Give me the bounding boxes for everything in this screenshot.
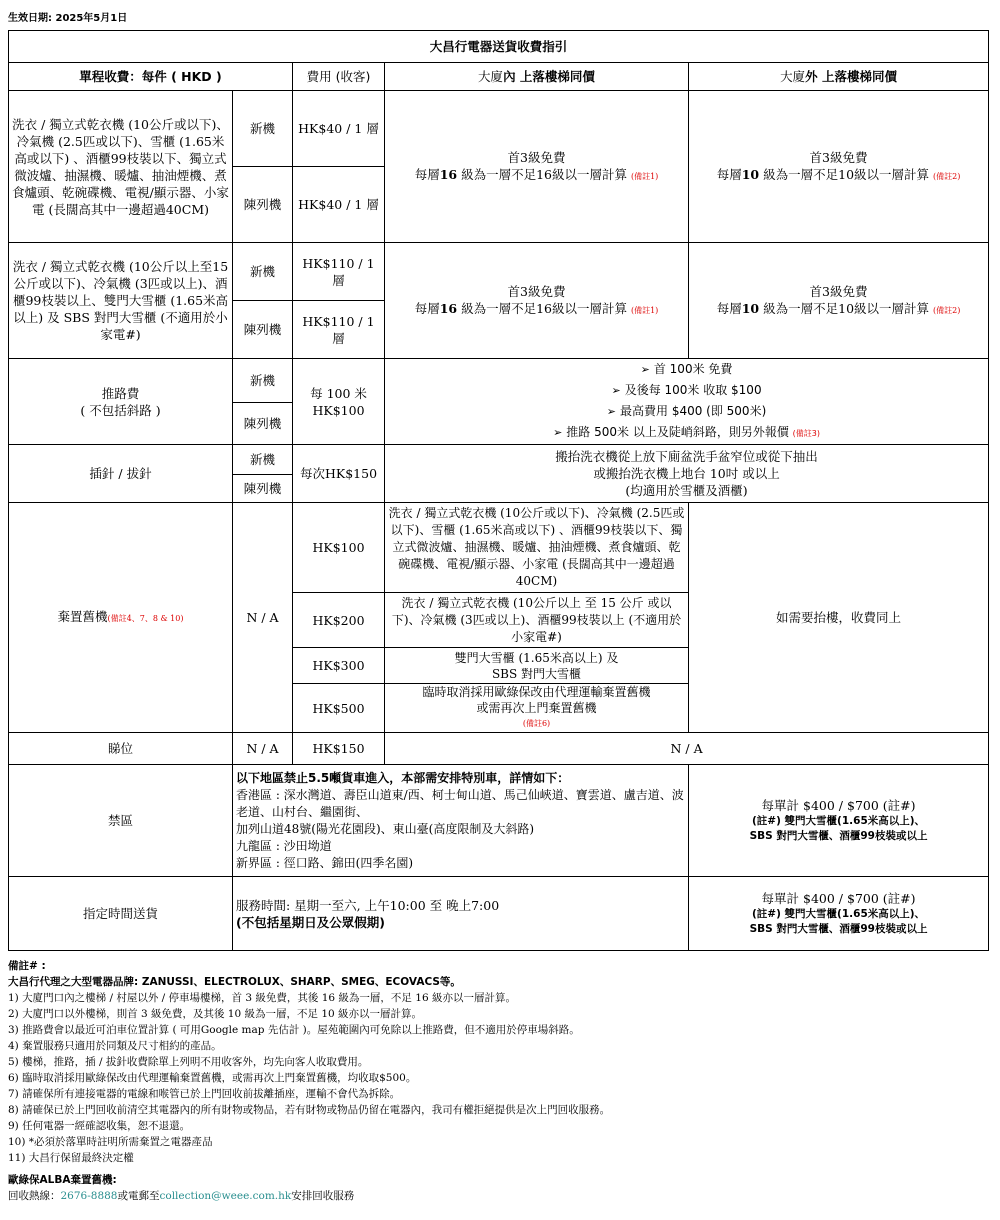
notes-brands: 大昌行代理之大型電器品牌: ZANUSSI、ELECTROLUX、SHARP、SMEG、ECOVACS等。 — [8, 976, 461, 988]
disposal-fee-4: HK$500 — [293, 684, 385, 733]
plug-label: 插針 / 拔針 — [9, 445, 233, 503]
disposal-label: 棄置舊機(備註4、7、8 & 10) — [9, 503, 233, 733]
arrow-bullet-icon: ➢ — [640, 363, 650, 376]
notes-heading: 備註# : — [8, 960, 46, 972]
push-rule-3: ➢ 最高費用 $400 (即 500米) — [606, 404, 767, 418]
push-rule-1: ➢ 首 100米 免費 — [640, 362, 733, 376]
effective-date: 生效日期: 2025年5月1日 — [8, 13, 128, 24]
group2-fee-new: HK$110 / 1 層 — [293, 243, 385, 301]
note-item: 3) 推路費會以最近可泊車位置計算 ( 可用Google map 先估計 )。屋苑範圍內可免除以上推路費，但不適用於停車場斜路。 — [8, 1024, 580, 1036]
push-rules — [385, 359, 989, 445]
arrow-bullet-icon: ➢ — [606, 405, 616, 418]
group1-description: 洗衣 / 獨立式乾衣機 (10公斤或以下)、冷氣機 (2.5匹或以下)、雪櫃 (1.65米高或以下) 、酒櫃99枝裝以下、獨立式微波爐、抽濕機、暖爐、抽油煙機、煮食爐頭、乾碗碟機、電視/顯示器、小家電 (長闊高其中一邊超過40CM) — [9, 91, 233, 243]
header-inside: 大廈內 上落樓梯同價 — [385, 63, 689, 91]
disposal-right: 如需要抬樓，收費同上 — [689, 503, 989, 733]
push-rule-4: ➢ 推路 500米 以上及陡峭斜路，則另外報價 (備註3) — [553, 425, 820, 439]
timed-label: 指定時間送貨 — [9, 877, 233, 951]
disposal-desc-1: 洗衣 / 獨立式乾衣機 (10公斤或以下)、冷氣機 (2.5匹或以下)、雪櫃 (1.65米高或以下) 、酒櫃99枝裝以下、獨立式微波爐、抽濕機、暖爐、抽油煙機、煮食爐頭、乾碗碟機、電視/顯示器、小家電 (長闊高其中一邊超過40CM) — [385, 503, 689, 593]
group1-outside: 首3級免費 每層10 級為一層不足10級以一層計算 (備註2) — [689, 91, 989, 243]
plug-desc: 搬抬洗衣機從上放下廁盆洗手盆窄位或從下抽出 或搬抬洗衣機上地台 10吋 或以上 (均適用於雪櫃及酒櫃) — [385, 445, 989, 503]
timed-right: 每單計 $400 / $700 (註#) (註#) 雙門大雪櫃(1.65米高以上)、 SBS 對門大雪櫃、酒櫃99枝裝或以上 — [689, 877, 989, 951]
note-item: 10) *必須於落單時註明所需棄置之電器產品 — [8, 1136, 213, 1148]
push-label: 推路費 ( 不包括斜路 ) — [9, 359, 233, 445]
disposal-fee-3: HK$300 — [293, 648, 385, 684]
page-title: 大昌行電器送貨收費指引 — [9, 31, 989, 63]
new-label: 新機 — [233, 91, 293, 167]
group2-inside: 首3級免費 每層16 級為一層不足16級以一層計算 (備註1) — [385, 243, 689, 359]
disposal-desc-2: 洗衣 / 獨立式乾衣機 (10公斤以上 至 15 公斤 或以下)、冷氣機 (3匹或以上)、酒櫃99枝裝以上 (不適用於小家電#) — [385, 593, 689, 648]
note-item: 8) 請確保已於上門回收前清空其電器內的所有財物或物品，若有財物或物品仍留在電器內，我司有權拒絕提供是次上門回收服務。 — [8, 1104, 611, 1116]
group2-description: 洗衣 / 獨立式乾衣機 (10公斤以上至15 公斤或以下)、冷氣機 (3匹或以上)、酒櫃99枝裝以上、雙門大雪櫃 (1.65米高以上) 及 SBS 對門大雪櫃 (不適用於小家電#) — [9, 243, 233, 359]
arrow-bullet-icon: ➢ — [611, 384, 621, 397]
disposal-desc-4: 臨時取消採用歐綠保改由代理運輸棄置舊機 或需再次上門棄置舊機 (備註6) — [385, 684, 689, 733]
header-fee: 費用 (收客) — [293, 63, 385, 91]
push-fee: 每 100 米 HK$100 — [293, 359, 385, 445]
note-item: 5) 樓梯，推路，插 / 拔針收費除單上列明不用收客外，均先向客人收取費用。 — [8, 1056, 369, 1068]
group1-fee-display: HK$40 / 1 層 — [293, 167, 385, 243]
group1-inside: 首3級免費 每層16 級為一層不足16級以一層計算 (備註1) — [385, 91, 689, 243]
display-label: 陳列機 — [233, 167, 293, 243]
restricted-label: 禁區 — [9, 765, 233, 877]
note-item: 1) 大廈門口內之樓梯 / 村屋以外 / 停車場樓梯，首 3 級免費，其後 16 級為一層，不足 16 級亦以一層計算。 — [8, 992, 516, 1004]
header-unit-fee: 單程收費：每件 ( HKD ) — [9, 63, 293, 91]
plug-fee: 每次HK$150 — [293, 445, 385, 503]
new-label: 新機 — [233, 359, 293, 403]
arrow-bullet-icon: ➢ — [553, 426, 563, 439]
disposal-fee-2: HK$200 — [293, 593, 385, 648]
disposal-fee-1: HK$100 — [293, 503, 385, 593]
display-label: 陳列機 — [233, 403, 293, 445]
group2-fee-display: HK$110 / 1 層 — [293, 301, 385, 359]
lookout-na: N / A — [233, 733, 293, 765]
alba-contact: 回收熱線：2676-8888或電郵至collection@weee.com.hk安排回收服務 — [8, 1190, 355, 1202]
note-item: 9) 任何電器一經確認收集，恕不退還。 — [8, 1120, 191, 1132]
group1-fee-new: HK$40 / 1 層 — [293, 91, 385, 167]
new-label: 新機 — [233, 243, 293, 301]
disposal-desc-3: 雙門大雪櫃 (1.65米高以上) 及 SBS 對門大雪櫃 — [385, 648, 689, 684]
push-rule-2: ➢ 及後每 100米 收取 $100 — [611, 383, 762, 397]
note-item: 2) 大廈門口以外樓梯，則首 3 級免費，及其後 10 級為一層，不足 10 級亦以一層計算。 — [8, 1008, 423, 1020]
lookout-label: 睇位 — [9, 733, 233, 765]
disposal-na: N / A — [233, 503, 293, 733]
display-label: 陳列機 — [233, 475, 293, 503]
notes-section — [8, 958, 988, 1204]
display-label: 陳列機 — [233, 301, 293, 359]
restricted-right: 每單計 $400 / $700 (註#) (註#) 雙門大雪櫃(1.65米高以上)、 SBS 對門大雪櫃、酒櫃99枝裝或以上 — [689, 765, 989, 877]
note-item: 4) 棄置服務只適用於同類及尺寸相約的產品。 — [8, 1040, 222, 1052]
lookout-right-na: N / A — [385, 733, 989, 765]
alba-heading: 歐綠保ALBA棄置舊機: — [8, 1174, 117, 1186]
note-item: 7) 請確保所有連接電器的電線和喉管已於上門回收前拔離插座，運輸不會代為拆除。 — [8, 1088, 401, 1100]
alba-phone-link[interactable]: 2676-8888 — [60, 1190, 118, 1202]
fee-table — [8, 30, 989, 951]
note-item: 11) 大昌行保留最終決定權 — [8, 1152, 134, 1164]
group2-outside: 首3級免費 每層10 級為一層不足10級以一層計算 (備註2) — [689, 243, 989, 359]
restricted-desc: 以下地區禁止5.5噸貨車進入，本部需安排特別車，詳情如下： 香港區 : 深水灣道、壽臣山道東/西、柯士甸山道、馬己仙峽道、寶雲道、盧吉道、波老道、山村台、繼園街、 加列山道48號(陽光花園段)、東山臺(高度限制及大斜路) 九龍區 : 沙田坳道 新界區 : 徑口路、錦田(四季名園) — [233, 765, 689, 877]
new-label: 新機 — [233, 445, 293, 475]
lookout-fee: HK$150 — [293, 733, 385, 765]
header-outside: 大廈外 上落樓梯同價 — [689, 63, 989, 91]
timed-desc: 服務時間: 星期一至六, 上午10:00 至 晚上7:00 (不包括星期日及公眾假期) — [233, 877, 689, 951]
note-item: 6) 臨時取消採用歐綠保改由代理運輸棄置舊機，或需再次上門棄置舊機，均收取$500。 — [8, 1072, 417, 1084]
alba-email-link[interactable]: collection@weee.com.hk — [159, 1190, 292, 1202]
